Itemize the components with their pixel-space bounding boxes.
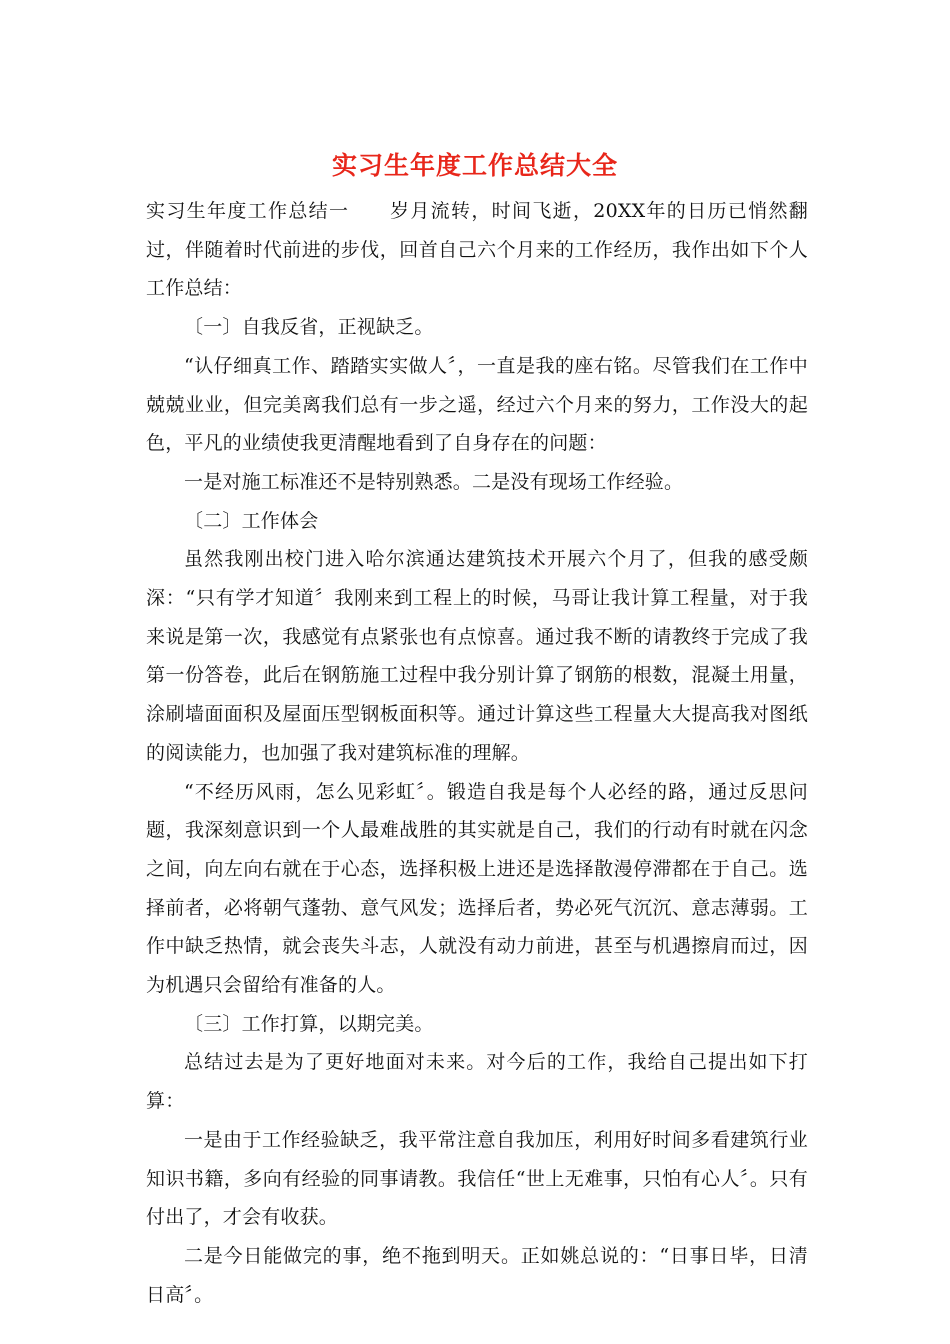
paragraph: 虽然我刚出校门进入哈尔滨通达建筑技术开展六个月了，但我的感受颇深：“只有学才知道〞我刚来到工程上的时候，马哥让我计算工程量，对于我来说是第一次，我感觉有点紧张也有点惊喜。通过我不断的请教终于完成了我第一份答卷，此后在钢筋施工过程中我分别计算了钢筋的根数，混凝土用量，涂刷墙面面积及屋面压型钢板面积等。通过计算这些工程量大大提高我对图纸的阅读能力，也加强了我对建筑标准的理解。 [146, 548, 808, 764]
paragraph: “认仔细真工作、踏踏实实做人〞，一直是我的座右铭。尽管我们在工作中兢兢业业，但完美离我们总有一步之遥，经过六个月来的努力，工作没大的起色，平凡的业绩使我更清醒地看到了自身存在的问题： [146, 354, 808, 455]
paragraph: 一是对施工标准还不是特别熟悉。二是没有现场工作经验。 [184, 470, 684, 493]
paragraph: 总结过去是为了更好地面对未来。对今后的工作，我给自己提出如下打算： [146, 1051, 808, 1113]
paragraph-intro: 实习生年度工作总结一 岁月流转，时间飞逝，20XX年的日历已悄然翻过，伴随着时代前进的步伐，回首自己六个月来的工作经历，我作出如下个人工作总结： [146, 200, 808, 300]
section-heading-2: 〔二〕工作体会 [184, 509, 319, 532]
section-heading-1: 〔一〕自我反省，正视缺乏。 [184, 316, 434, 339]
section-heading-3: 〔三〕工作打算，以期完美。 [184, 1012, 434, 1035]
paragraph: “不经历风雨，怎么见彩虹〞。锻造自我是每个人必经的路，通过反思问题，我深刻意识到一个人最难战胜的其实就是自己，我们的行动有时就在闪念之间，向左向右就在于心态，选择积极上进还是选择散漫停滞都在于自己。选择前者，必将朝气蓬勃、意气风发；选择后者，势必死气沉沉、意志薄弱。工作中缺乏热情，就会丧失斗志，人就没有动力前进，甚至与机遇擦肩而过，因为机遇只会留给有准备的人。 [146, 780, 808, 997]
document-body [146, 192, 808, 1314]
document-title: 实习生年度工作总结大全 [331, 151, 618, 180]
paragraph: 二是今日能做完的事，绝不拖到明天。正如姚总说的：“日事日毕，日清日高〞。 [146, 1244, 808, 1306]
paragraph: 一是由于工作经验缺乏，我平常注意自我加压，利用好时间多看建筑行业知识书籍，多向有经验的同事请教。我信任“世上无难事，只怕有心人〞。只有付出了，才会有收获。 [146, 1128, 808, 1229]
